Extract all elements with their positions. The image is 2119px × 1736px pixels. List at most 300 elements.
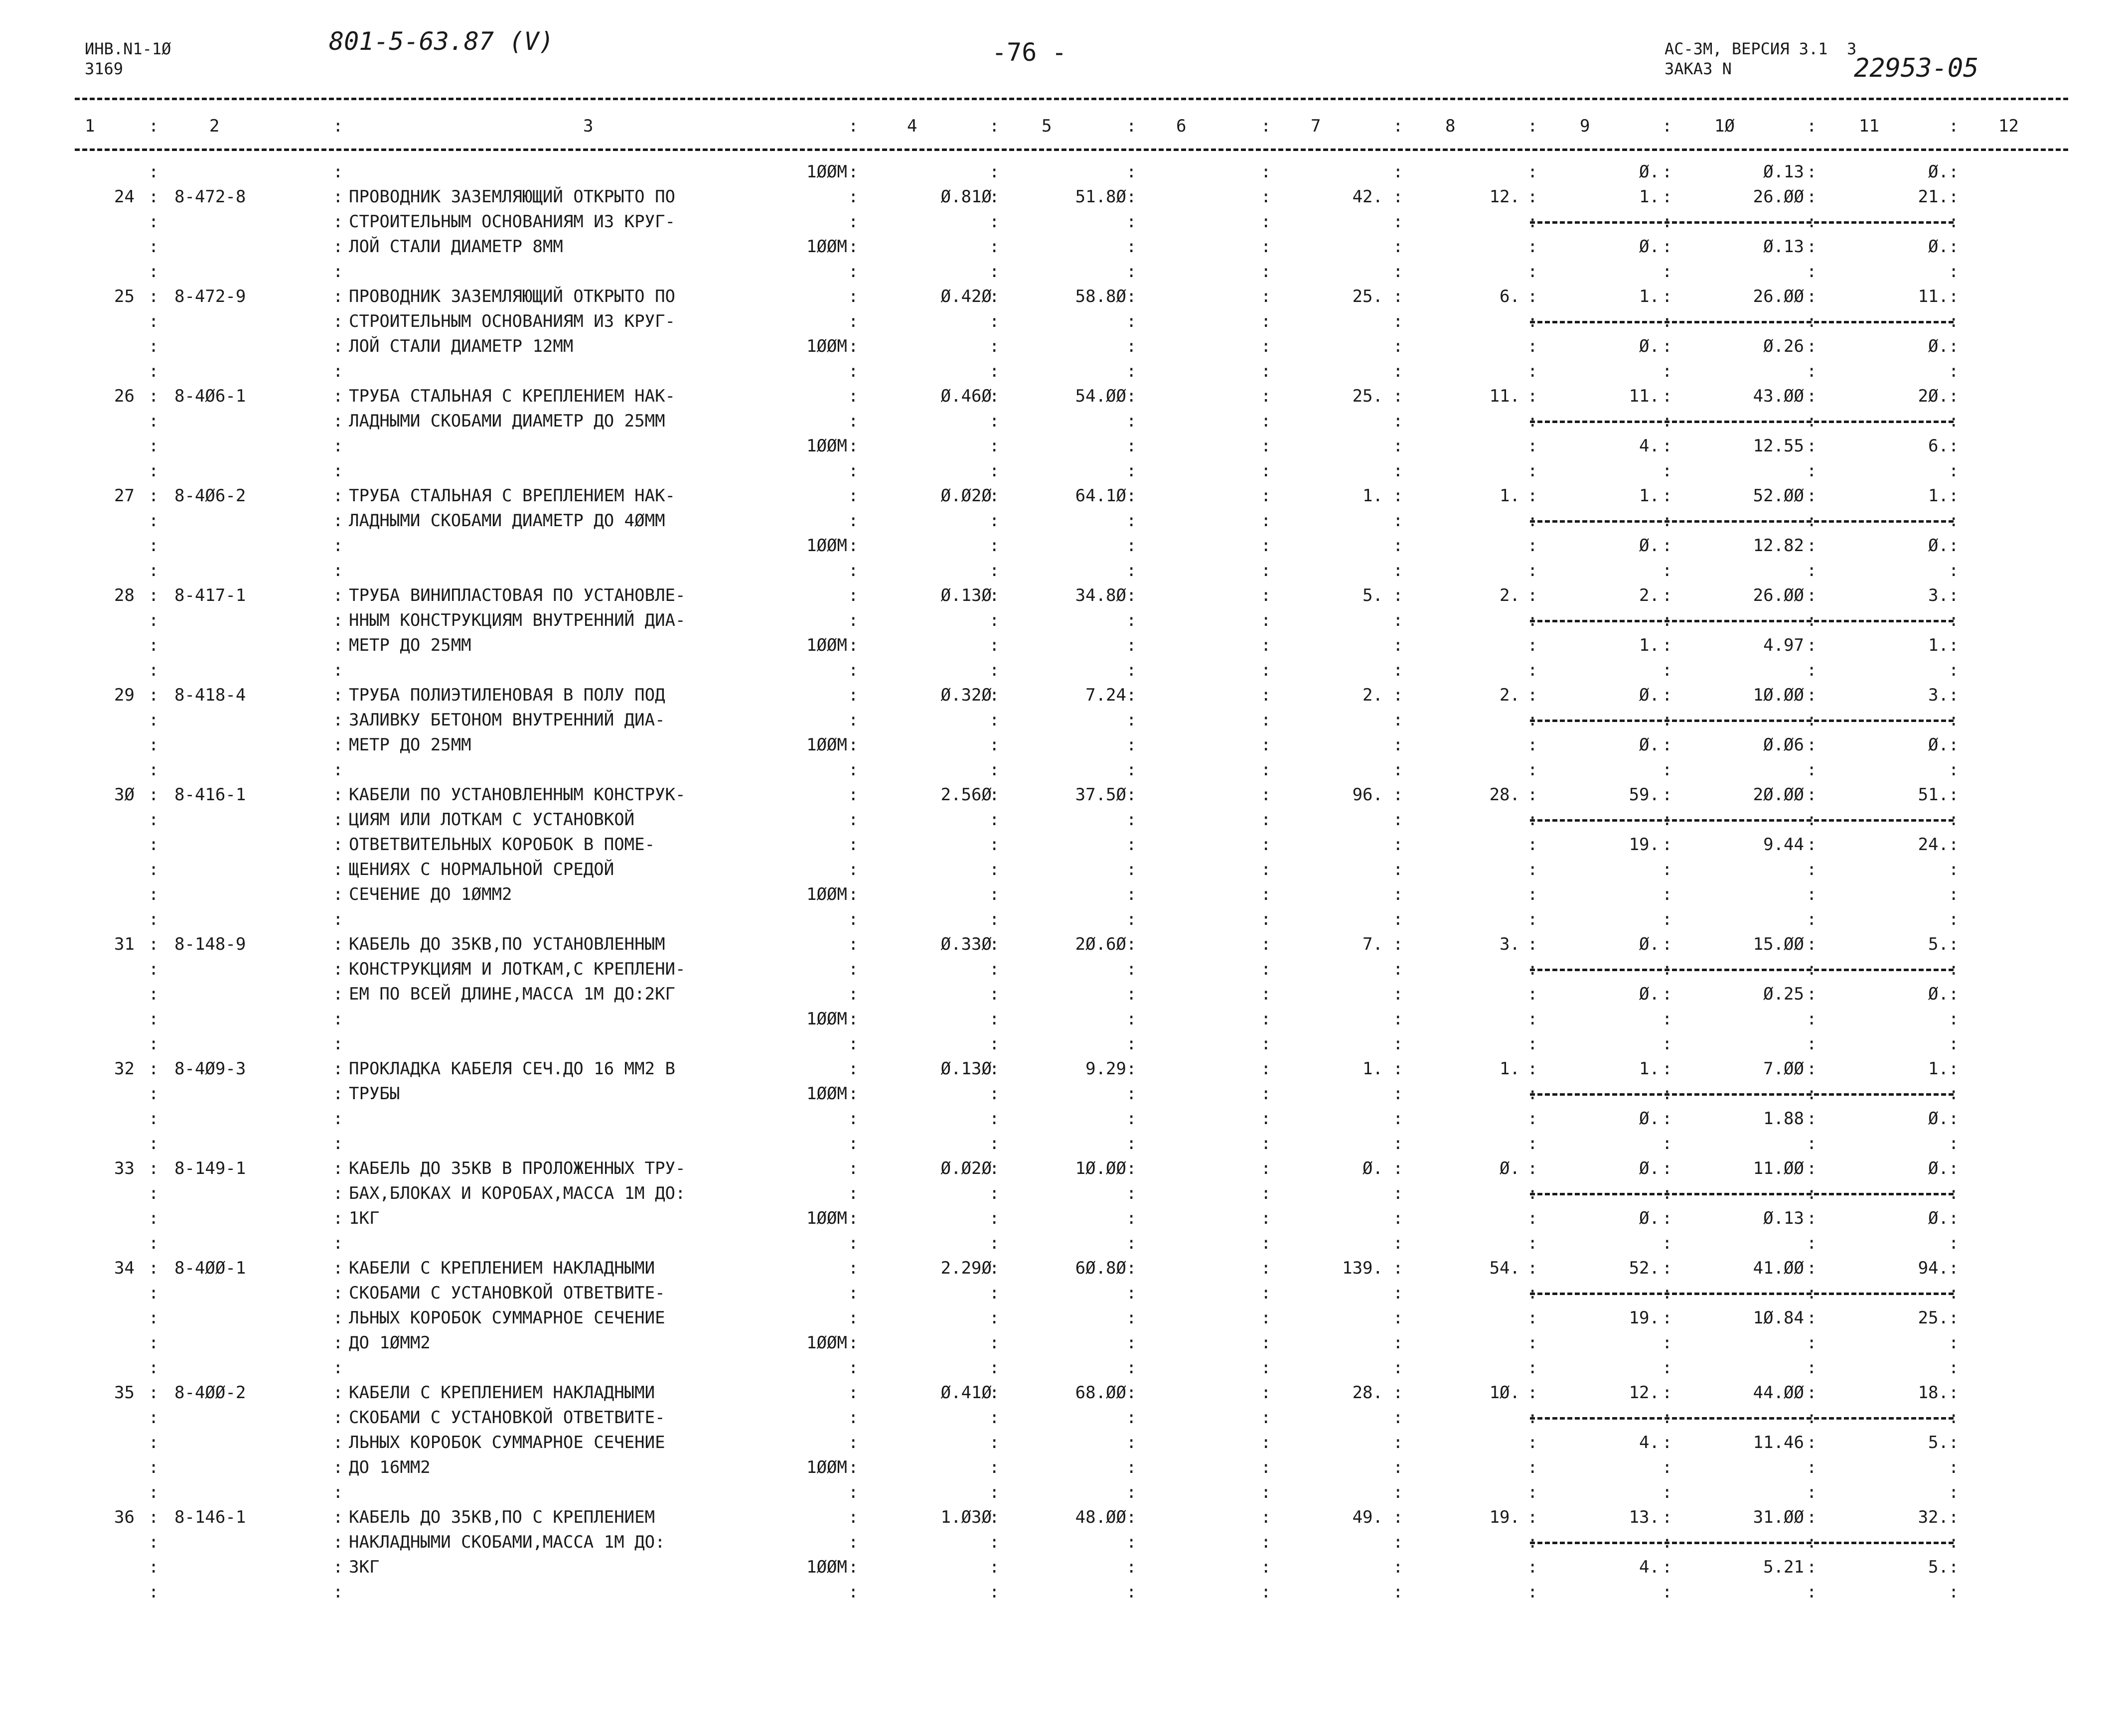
cell-quantity: 2.56Ø [940,785,992,805]
column-separator: : [1527,1507,1538,1527]
column-separator: : [989,311,1000,331]
column-separator: : [149,287,159,306]
unit-of-measure: 1ØØМ [806,336,847,356]
column-separator: : [1261,1084,1271,1104]
column-separator: : [149,884,159,904]
cell-col7: 5. [1362,585,1383,605]
column-separator: : [989,212,1000,232]
column-separator: : [1393,884,1403,904]
column-separator: : [1126,237,1137,257]
column-separator: : [149,1258,159,1278]
column-separator: : [1527,536,1538,556]
column-separator: : [1527,561,1538,580]
column-separator: : [989,262,1000,282]
table-row [0,184,2119,284]
column-header-1: 1 [85,116,95,136]
column-separator: : [1261,237,1271,257]
column-separator: : [1393,934,1403,954]
column-separator: : [1393,1283,1403,1303]
cell-divider [1530,969,1954,971]
column-separator: : [333,1507,343,1527]
column-separator: : [1527,287,1538,306]
column-separator: : [333,610,343,630]
column-separator: : [1126,1482,1137,1502]
column-separator: : [149,735,159,755]
column-separator: : [1807,635,1817,655]
column-separator: : [1393,1532,1403,1552]
column-separator: : [1393,1109,1403,1129]
column-separator: : [1393,1408,1403,1428]
cell-col7: 42. [1352,187,1383,207]
column-separator: : [989,561,1000,580]
cell-col10-lower: 12.82 [1753,536,1804,556]
column-separator: : [149,511,159,531]
cell-col8: 1. [1500,486,1520,506]
column-separator: : [848,311,859,331]
column-separator: : [333,1059,343,1079]
column-separator: : [333,536,343,556]
column-separator: : [1662,1208,1672,1228]
column-separator: : [989,436,1000,456]
column-separator: : [333,1084,343,1104]
cell-col9-lower: 4. [1639,436,1660,456]
rate-code: 8-4ØØ-2 [174,1383,246,1403]
column-separator: : [1662,436,1672,456]
rate-code: 8-472-9 [174,287,246,306]
column-separator: : [1527,760,1538,780]
row-number: 28 [114,585,135,605]
column-separator: : [1527,1383,1538,1403]
cell-col7: 49. [1352,1507,1383,1527]
column-separator: : [848,884,859,904]
column-separator: : [1527,1109,1538,1129]
column-separator: : [1949,361,1959,381]
table-row [0,384,2119,483]
column-separator: : [1662,561,1672,580]
column-separator: : [1807,116,1817,136]
column-separator: : [1126,486,1137,506]
version-line: АС-3М, ВЕРСИЯ 3.1 3 [1665,39,1857,58]
cell-col9-lower: 19. [1629,835,1660,855]
column-separator: : [149,361,159,381]
unit-of-measure: 1ØØМ [806,1457,847,1477]
table-row [0,683,2119,782]
column-separator: : [1527,785,1538,805]
column-separator: : [1393,116,1403,136]
column-separator: : [989,162,1000,182]
column-separator: : [149,1109,159,1129]
column-separator: : [1949,1283,1959,1303]
column-separator: : [1393,1333,1403,1353]
column-separator: : [1949,162,1959,182]
column-separator: : [333,909,343,929]
item-description: 1КГ 1ØØМ [349,1206,847,1231]
cell-col10-lower: 4.97 [1763,635,1804,655]
column-separator: : [1949,984,1959,1004]
column-separator: : [1393,785,1403,805]
column-separator: : [333,361,343,381]
column-separator: : [989,909,1000,929]
cell-col9-upper: Ø. [1639,1158,1660,1178]
column-separator: : [1949,1009,1959,1029]
column-separator: : [1949,486,1959,506]
column-separator: : [848,1183,859,1203]
column-separator: : [333,1158,343,1178]
column-separator: : [848,287,859,306]
column-separator: : [1261,1109,1271,1129]
column-separator: : [1949,810,1959,830]
column-separator: : [848,1308,859,1328]
column-separator: : [1527,685,1538,705]
column-separator: : [989,1457,1000,1477]
column-separator: : [1662,1059,1672,1079]
column-separator: : [1662,386,1672,406]
item-description: ПРОВОДНИК ЗАЗЕМЛЯЮЩИЙ ОТКРЫТО ПО [349,187,676,207]
column-separator: : [989,536,1000,556]
column-separator: : [1261,1532,1271,1552]
unit-of-measure: 1ØØМ [806,536,847,556]
column-separator: : [333,1009,343,1029]
column-separator: : [1393,1084,1403,1104]
row-number: 35 [114,1383,135,1403]
column-separator: : [1662,884,1672,904]
column-separator: : [149,1208,159,1228]
column-separator: : [1126,635,1137,655]
column-header-9: 9 [1580,116,1590,136]
column-separator: : [1393,1358,1403,1378]
cell-col11-lower: Ø. [1928,1208,1949,1228]
column-separator: : [848,1532,859,1552]
column-separator: : [1126,187,1137,207]
column-separator: : [1807,1084,1817,1104]
column-separator: : [333,212,343,232]
column-separator: : [1807,1557,1817,1577]
column-separator: : [1393,162,1403,182]
column-separator: : [149,984,159,1004]
column-header-4: 4 [907,116,917,136]
cell-col10-upper: 2Ø.ØØ [1753,785,1804,805]
column-separator: : [848,1408,859,1428]
cell-col9-upper: 2. [1639,585,1660,605]
column-separator: : [1949,561,1959,580]
column-separator: : [1126,909,1137,929]
column-separator: : [333,187,343,207]
column-separator: : [149,934,159,954]
column-separator: : [989,1208,1000,1228]
column-separator: : [1527,411,1538,431]
column-separator: : [149,1507,159,1527]
cell-col10-lower: 5.21 [1763,1557,1804,1577]
table-row [0,1505,2119,1604]
column-separator: : [1261,116,1271,136]
column-separator: : [1807,1059,1817,1079]
column-separator: : [1527,1158,1538,1178]
column-separator: : [1393,1507,1403,1527]
column-separator: : [1527,585,1538,605]
column-separator: : [1662,287,1672,306]
column-separator: : [149,860,159,879]
cell-col11-upper: 51. [1918,785,1949,805]
column-separator: : [848,635,859,655]
unit-of-measure: 1ØØМ [806,1084,847,1104]
column-separator: : [1261,1158,1271,1178]
column-separator: : [848,262,859,282]
column-separator: : [1261,1208,1271,1228]
cell-quantity: Ø.33Ø [940,934,992,954]
column-separator: : [1393,1433,1403,1452]
cell-col11-upper: 1. [1928,1059,1949,1079]
cell-quantity: Ø.13Ø [940,585,992,605]
column-separator: : [1807,610,1817,630]
column-separator: : [149,785,159,805]
rate-code: 8-417-1 [174,585,246,605]
column-separator: : [989,635,1000,655]
column-separator: : [1807,1482,1817,1502]
column-separator: : [1126,262,1137,282]
column-separator: : [333,1233,343,1253]
column-separator: : [1393,585,1403,605]
column-separator: : [333,785,343,805]
column-separator: : [1261,635,1271,655]
cell-col7: 28. [1352,1383,1383,1403]
unit-of-measure: 1ØØМ [806,1009,847,1029]
column-separator: : [1126,1258,1137,1278]
column-separator: : [333,1034,343,1054]
column-separator: : [1126,685,1137,705]
column-separator: : [1949,536,1959,556]
item-description: МЕТР ДО 25ММ 1ØØМ [349,732,847,757]
column-separator: : [333,1482,343,1502]
cell-col11-lower: 6. [1928,436,1949,456]
column-separator: : [1126,1557,1137,1577]
column-separator: : [1807,287,1817,306]
column-separator: : [1126,835,1137,855]
column-header-10: 1Ø [1714,116,1735,136]
row-number: 34 [114,1258,135,1278]
column-separator: : [1261,984,1271,1004]
row-number: 32 [114,1059,135,1079]
cell-col8: 2. [1500,685,1520,705]
cell-divider [1530,1542,1954,1544]
column-separator: : [1662,116,1672,136]
column-separator: : [1949,1258,1959,1278]
cell-col10-lower: 1Ø.84 [1753,1308,1804,1328]
column-separator: : [848,610,859,630]
column-separator: : [149,1233,159,1253]
column-separator: : [989,461,1000,481]
column-separator: : [848,411,859,431]
column-separator: : [1949,710,1959,730]
column-separator: : [1527,187,1538,207]
column-separator: : [333,959,343,979]
column-separator: : [1662,237,1672,257]
cell-col10-lower: Ø.26 [1763,336,1804,356]
column-separator: : [1807,386,1817,406]
unit-of-measure: 1ØØМ [806,436,847,456]
column-separator: : [333,735,343,755]
column-separator: : [1126,710,1137,730]
table-row [0,284,2119,384]
column-separator: : [848,1158,859,1178]
column-separator: : [1126,585,1137,605]
column-separator: : [848,934,859,954]
column-separator: : [848,760,859,780]
column-separator: : [1126,561,1137,580]
table-row [0,1380,2119,1505]
column-separator: : [1662,810,1672,830]
column-separator: : [149,162,159,182]
column-separator: : [848,386,859,406]
cell-unit-cost: 9.29 [1085,1059,1126,1079]
column-separator: : [848,810,859,830]
column-separator: : [1126,1457,1137,1477]
column-separator: : [1949,1433,1959,1452]
table-row [0,932,2119,1056]
cell-col8: 12. [1489,187,1520,207]
cell-col9-lower: 19. [1629,1308,1660,1328]
column-separator: : [848,785,859,805]
column-separator: : [1807,1457,1817,1477]
column-separator: : [1393,1582,1403,1602]
inventory-line-1: ИНВ.N1-1Ø [85,39,171,58]
column-separator: : [1393,835,1403,855]
column-separator: : [1949,237,1959,257]
column-separator: : [1949,1482,1959,1502]
column-separator: : [848,984,859,1004]
column-separator: : [1662,735,1672,755]
cell-col10-upper: 15.ØØ [1753,934,1804,954]
column-separator: : [1527,1433,1538,1452]
column-separator: : [1949,1109,1959,1129]
column-separator: : [333,835,343,855]
column-separator: : [149,635,159,655]
column-separator: : [1807,536,1817,556]
table-row [0,483,2119,583]
column-separator: : [848,1034,859,1054]
column-separator: : [333,1308,343,1328]
column-separator: : [1261,1408,1271,1428]
cell-col10-lower: 11.46 [1753,1433,1804,1452]
column-separator: : [1393,1308,1403,1328]
column-separator: : [149,1383,159,1403]
column-separator: : [1126,1009,1137,1029]
column-separator: : [1126,810,1137,830]
cell-col9-upper: 1. [1639,187,1660,207]
column-separator: : [1949,1183,1959,1203]
column-separator: : [1527,262,1538,282]
column-separator: : [1807,212,1817,232]
cell-unit-cost: 68.ØØ [1075,1383,1126,1403]
item-description: КОНСТРУКЦИЯМ И ЛОТКАМ,С КРЕПЛЕНИ- [349,959,686,979]
column-separator: : [1527,1532,1538,1552]
column-separator: : [1126,934,1137,954]
column-separator: : [1807,585,1817,605]
column-separator: : [1126,1408,1137,1428]
column-separator: : [1126,361,1137,381]
column-separator: : [1662,1034,1672,1054]
column-separator: : [1393,461,1403,481]
column-separator: : [848,1283,859,1303]
column-separator: : [989,1408,1000,1428]
column-separator: : [149,1557,159,1577]
column-separator: : [1261,1582,1271,1602]
column-separator: : [1949,1134,1959,1154]
column-separator: : [1393,710,1403,730]
column-separator: : [1807,760,1817,780]
column-separator: : [1949,116,1959,136]
column-separator: : [1527,336,1538,356]
column-separator: : [1662,760,1672,780]
cell-col10-upper: 52.ØØ [1753,486,1804,506]
cell-quantity: Ø.81Ø [940,187,992,207]
column-separator: : [1393,536,1403,556]
column-separator: : [989,785,1000,805]
column-separator: : [989,1009,1000,1029]
column-separator: : [333,1134,343,1154]
item-description: ОТВЕТВИТЕЛЬНЫХ КОРОБОК В ПОМЕ- [349,835,655,855]
column-separator: : [1261,1059,1271,1079]
column-separator: : [1393,212,1403,232]
column-separator: : [333,561,343,580]
item-description: ТРУБА ПОЛИЭТИЛЕНОВАЯ В ПОЛУ ПОД [349,685,665,705]
cell-col9-upper: 11. [1629,386,1660,406]
column-separator: : [1807,1408,1817,1428]
column-separator: : [149,311,159,331]
column-separator: : [1126,1383,1137,1403]
column-separator: : [848,1084,859,1104]
column-separator: : [1126,1333,1137,1353]
column-separator: : [149,1482,159,1502]
column-separator: : [848,959,859,979]
column-separator: : [1393,1233,1403,1253]
column-separator: : [1393,685,1403,705]
column-separator: : [1662,361,1672,381]
cell-divider [1530,620,1954,622]
column-separator: : [1662,411,1672,431]
column-separator: : [1393,1482,1403,1502]
column-separator: : [1126,959,1137,979]
column-separator: : [1393,336,1403,356]
column-separator: : [1261,685,1271,705]
column-separator: : [1662,1009,1672,1029]
column-separator: : [1662,461,1672,481]
column-separator: : [1949,610,1959,630]
page-header [0,0,2119,90]
rate-code: 8-146-1 [174,1507,246,1527]
column-separator: : [1527,735,1538,755]
cell-col11-lower: Ø. [1928,735,1949,755]
column-separator: : [1662,635,1672,655]
column-separator: : [149,1358,159,1378]
column-separator: : [1261,411,1271,431]
column-separator: : [333,237,343,257]
cell-col10-upper: 43.ØØ [1753,386,1804,406]
column-separator: : [1261,1457,1271,1477]
row-number: 25 [114,287,135,306]
column-separator: : [1393,361,1403,381]
cell-col11-lower: Ø. [1928,162,1949,182]
item-description: МЕТР ДО 25ММ 1ØØМ [349,633,847,658]
column-separator: : [989,835,1000,855]
column-separator: : [149,1457,159,1477]
column-separator: : [1393,909,1403,929]
column-separator: : [989,1482,1000,1502]
column-separator: : [1949,635,1959,655]
cell-col7: 25. [1352,287,1383,306]
column-separator: : [1393,660,1403,680]
column-separator: : [989,287,1000,306]
cell-col7: 139. [1342,1258,1383,1278]
